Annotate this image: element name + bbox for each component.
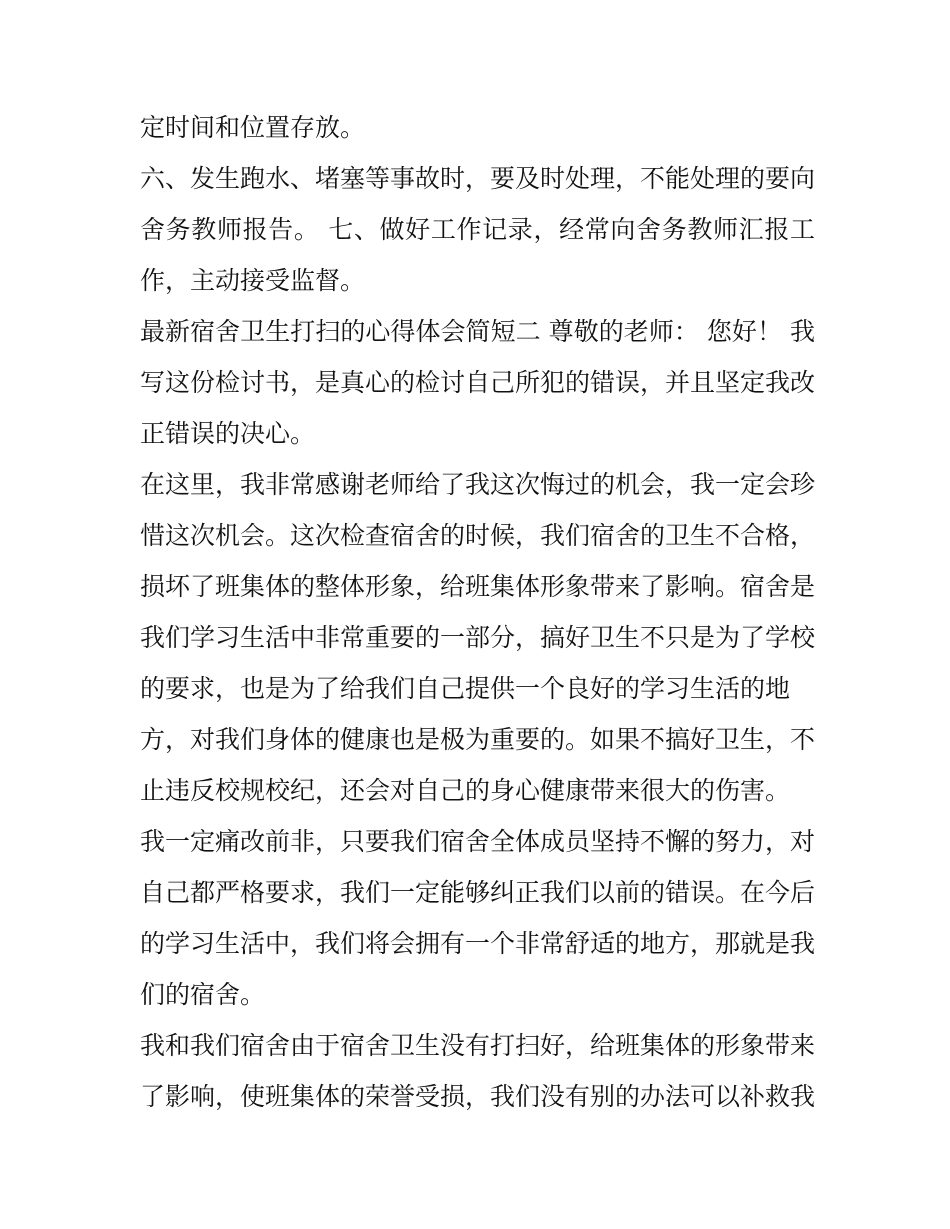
text-line: 自己都严格要求，我们一定能够纠正我们以前的错误。在今后	[140, 878, 815, 907]
text-line: 最新宿舍卫生打扫的心得体会简短二 尊敬的老师： 您好！ 我	[140, 317, 815, 346]
text-line: 了影响，使班集体的荣誉受损，我们没有别的办法可以补救我	[140, 1082, 815, 1111]
text-line: 损坏了班集体的整体形象，给班集体形象带来了影响。宿舍是	[140, 572, 815, 601]
text-line: 在这里，我非常感谢老师给了我这次悔过的机会，我一定会珍	[140, 470, 815, 499]
text-line: 作，主动接受监督。	[140, 266, 366, 295]
text-line: 我们学习生活中非常重要的一部分，搞好卫生不只是为了学校	[140, 623, 815, 652]
text-line: 我和我们宿舍由于宿舍卫生没有打扫好，给班集体的形象带来	[140, 1031, 815, 1060]
text-line: 止违反校规校纪，还会对自己的身心健康带来很大的伤害。	[140, 776, 791, 805]
text-line: 们的宿舍。	[140, 980, 266, 1009]
text-line: 舍务教师报告。 七、做好工作记录，经常向舍务教师汇报工	[140, 215, 815, 244]
text-line: 正错误的决心。	[140, 419, 316, 448]
text-line: 惜这次机会。这次检查宿舍的时候，我们宿舍的卫生不合格，	[140, 521, 815, 550]
text-line: 六、发生跑水、堵塞等事故时，要及时处理，不能处理的要向	[140, 164, 815, 193]
text-line: 我一定痛改前非，只要我们宿舍全体成员坚持不懈的努力，对	[140, 827, 815, 856]
text-line: 的学习生活中，我们将会拥有一个非常舒适的地方，那就是我	[140, 929, 815, 958]
text-line: 写这份检讨书，是真心的检讨自己所犯的错误，并且坚定我改	[140, 368, 815, 397]
text-line: 定时间和位置存放。	[140, 113, 366, 142]
text-line: 方，对我们身体的健康也是极为重要的。如果不搞好卫生，不	[140, 725, 815, 754]
text-line: 的要求，也是为了给我们自己提供一个良好的学习生活的地	[140, 674, 791, 703]
